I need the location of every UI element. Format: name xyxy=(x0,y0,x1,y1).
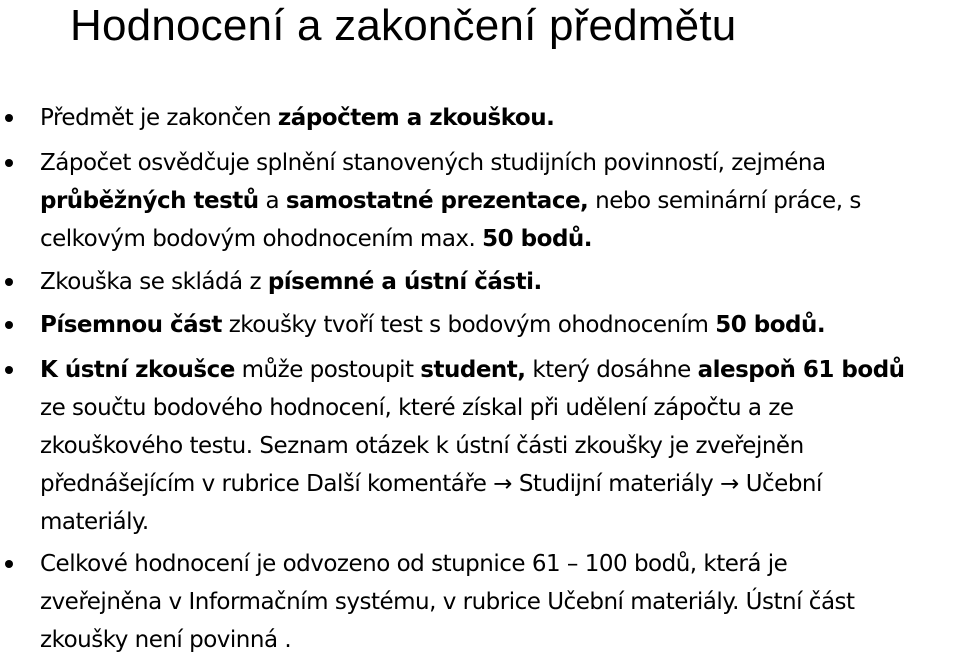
text-run: Zápočet osvědčuje splnění stanovených studijních povinností, zejména xyxy=(40,150,826,176)
text-line xyxy=(40,465,952,503)
text-line xyxy=(40,220,952,258)
bullet-marker xyxy=(5,366,13,374)
bullet-item xyxy=(40,306,952,344)
text-line xyxy=(40,503,952,541)
text-line xyxy=(40,182,952,220)
text-run: Předmět je zakončen xyxy=(40,105,278,131)
text-run-bold: písemné a ústní části. xyxy=(267,269,542,295)
text-run: celkovým bodovým ohodnocením max. xyxy=(40,226,483,252)
bullet-marker xyxy=(5,278,13,286)
text-run: zkouškového testu. Seznam otázek k ústní části zkoušky je zveřejněn xyxy=(40,433,804,459)
text-run: ze součtu bodového hodnocení, které získal při udělení zápočtu a ze xyxy=(40,395,794,421)
text-run: Zkouška se skládá z xyxy=(40,269,268,295)
bullet-marker xyxy=(5,114,13,122)
bullet-item xyxy=(40,263,952,301)
text-run-bold: průběžných testů xyxy=(40,188,259,214)
bullet-marker xyxy=(5,560,13,568)
text-line xyxy=(40,144,952,182)
text-run: zveřejněna v Informačním systému, v rubrice Učební materiály. Ústní část xyxy=(40,589,855,615)
text-line xyxy=(40,427,952,465)
text-run-bold: 50 bodů. xyxy=(715,312,826,338)
text-run-bold: Písemnou část xyxy=(40,312,222,338)
text-run-bold: alespoň 61 bodů xyxy=(697,357,905,383)
text-run-bold: 50 bodů. xyxy=(482,226,593,252)
text-line xyxy=(40,389,952,427)
text-run-bold: student, xyxy=(420,357,526,383)
bullet-marker xyxy=(5,159,13,167)
text-line xyxy=(40,263,952,301)
page-title: Hodnocení a zakončení předmětu xyxy=(70,1,737,50)
text-run: zkoušky není povinná . xyxy=(40,627,292,653)
text-run: může postoupit xyxy=(234,357,421,383)
text-run-bold: K ústní zkoušce xyxy=(40,357,235,383)
text-run: přednášejícím v rubrice Další komentáře → Studijní materiály → Učební xyxy=(40,471,822,497)
text-run: materiály. xyxy=(40,509,149,535)
text-run: zkoušky tvoří test s bodovým ohodnocením xyxy=(221,312,716,338)
text-line xyxy=(40,306,952,344)
bullet-item xyxy=(40,144,952,258)
text-run: a xyxy=(258,188,286,214)
text-run: který dosáhne xyxy=(525,357,698,383)
text-run-bold: zápočtem a zkouškou. xyxy=(277,105,555,131)
text-run-bold: samostatné prezentace, xyxy=(285,188,589,214)
bullet-item xyxy=(40,99,952,137)
bullet-item xyxy=(40,545,952,659)
text-line xyxy=(40,545,952,583)
bullet-item xyxy=(40,351,952,541)
text-line xyxy=(40,351,952,389)
text-run: nebo seminární práce, s xyxy=(588,188,861,214)
text-line xyxy=(40,583,952,621)
bullet-marker xyxy=(5,321,13,329)
text-run: Celkové hodnocení je odvozeno od stupnice 61 – 100 bodů, která je xyxy=(40,551,788,577)
text-line xyxy=(40,99,952,137)
text-line xyxy=(40,621,952,659)
